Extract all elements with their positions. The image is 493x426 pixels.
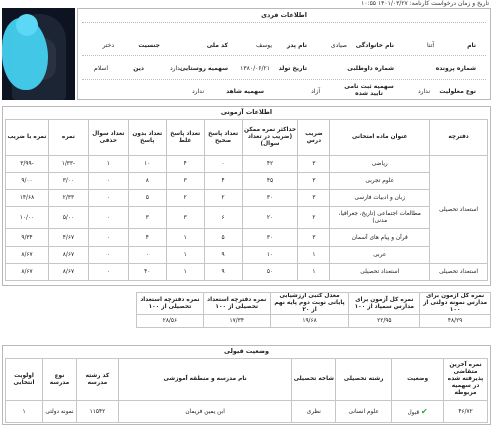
coef-cell: ۲ [298, 207, 330, 229]
score-cell: ۸/۶۷ [48, 264, 88, 281]
registered-quota-label: سهمیه ثبت نامی تایید شده [344, 83, 394, 97]
field-cell: علوم انسانی [336, 401, 392, 423]
booklet-talent: استعداد تحصیلی [430, 156, 488, 264]
booklet-talent-2: استعداد تحصیلی [430, 264, 488, 281]
weighted-cell: ۸/۶۷ [6, 264, 49, 281]
table-row [6, 207, 488, 229]
max-cell: ۵۰ [242, 264, 298, 281]
summary-header: نمره دفترچه استعداد تحصیلی از ۱۰۰ [203, 293, 270, 315]
weighted-cell: -۳/۹۹ [6, 156, 49, 173]
col-code: کد رشته مدرسه [76, 359, 118, 401]
col-blank: تعداد بدون پاسخ [128, 120, 166, 156]
table-row [6, 173, 488, 190]
weighted-cell: ۹/۳۴ [6, 229, 49, 247]
summary-table [136, 292, 491, 328]
col-deleted: تعداد سوال حذفی [88, 120, 128, 156]
score-cell: ۴/۶۷ [48, 229, 88, 247]
registered-quota-value: آزاد [311, 88, 320, 95]
subject-cell: زبان و ادبیات فارسی [330, 190, 430, 207]
col-weighted: نمره با ضریب [6, 120, 49, 156]
coef-cell: ۳ [298, 229, 330, 247]
wrong-cell: ۳ [166, 173, 204, 190]
blank-cell: ۴۰ [128, 264, 166, 281]
col-priority: اولویت انتخابی [6, 359, 43, 401]
blank-cell: ۱۰ [128, 156, 166, 173]
score-cell: ۲/۳۳ [48, 190, 88, 207]
national-label: کد ملی [206, 42, 228, 49]
deleted-cell: ۰ [88, 264, 128, 281]
col-type: نوع مدرسه [43, 359, 77, 401]
type-cell: نمونه دولتی [43, 401, 77, 423]
table-row [6, 401, 488, 423]
summary-header: نمره کل آزمون برای مدارس سمپاد از ۱۰۰ [349, 293, 420, 315]
correct-cell: ۹ [204, 264, 242, 281]
name-value: آتنا [427, 42, 434, 49]
deleted-cell: ۰ [88, 247, 128, 264]
max-cell: ۳۰ [242, 229, 298, 247]
school-cell: ابن یمین فریمان [118, 401, 291, 423]
coef-cell: ۳ [298, 173, 330, 190]
correct-cell: ۲ [204, 190, 242, 207]
table-row [6, 264, 488, 281]
wrong-cell: ۴ [166, 156, 204, 173]
correct-cell: ۹ [204, 247, 242, 264]
wrong-cell: ۱ [166, 229, 204, 247]
weighted-cell: ۹/۰۰ [6, 173, 49, 190]
table-row [6, 156, 488, 173]
col-last-score: نمره آخرین متقاضی پذیرفته شده در سهمیه مربوطه [444, 359, 488, 401]
col-wrong: تعداد پاسخ غلط [166, 120, 204, 156]
deleted-cell: ۰ [88, 229, 128, 247]
birthdate-label: تاریخ تولد [278, 65, 307, 72]
disability-label: نوع معلولیت [439, 88, 476, 95]
acceptance-title: وضعیت قبولی [223, 347, 270, 355]
request-datetime: تاریخ و زمان درخواست کارنامه: ۱۴۰۱/۰۳/۲۷ ۱۰:۵۵ [361, 0, 489, 7]
check-icon: ✔ [421, 407, 428, 416]
wrong-cell: ۳ [166, 207, 204, 229]
col-status: وضعیت [392, 359, 444, 401]
subject-cell: استعداد تحصیلی [330, 264, 430, 281]
disability-value: ندارد [417, 88, 430, 95]
status-text: قبول [407, 410, 420, 416]
blank-cell: ۴ [128, 229, 166, 247]
personal-info-title: اطلاعات فردی [261, 11, 307, 19]
coef-cell: ۳ [298, 190, 330, 207]
martyr-quota-value: ندارد [191, 88, 204, 95]
father-value: یوسف [255, 42, 272, 49]
correct-cell: ۴ [204, 173, 242, 190]
rural-quota-label: سهمیه روستایی [179, 65, 228, 72]
correct-cell: ۶ [204, 207, 242, 229]
col-coef: ضریب درس [298, 120, 330, 156]
deleted-cell: ۰ [88, 173, 128, 190]
score-cell: ۳/۰۰ [48, 173, 88, 190]
code-cell: ۱۱۵۴۲ [76, 401, 118, 423]
father-label: نام پدر [286, 42, 307, 49]
status-cell [392, 401, 444, 423]
volunteer-number-label: شماره داوطلبی [347, 65, 394, 72]
gender-value: دختر [102, 42, 114, 49]
exam-info-panel [2, 106, 491, 286]
score-cell: ۵/۰۰ [48, 207, 88, 229]
max-cell: ۱۰ [242, 247, 298, 264]
subject-cell: علوم تجربی [330, 173, 430, 190]
max-cell: ۲۰ [242, 207, 298, 229]
wrong-cell: ۱ [166, 264, 204, 281]
table-row [6, 190, 488, 207]
acceptance-panel [2, 345, 491, 425]
last-score-cell: ۴۶/۷۲ [444, 401, 488, 423]
blank-cell: ۳ [128, 207, 166, 229]
coef-cell: ۱ [298, 264, 330, 281]
max-cell: ۴۵ [242, 173, 298, 190]
weighted-cell: ۱۰/۰۰ [6, 207, 49, 229]
family-value: صیادی [330, 42, 347, 49]
coef-cell: ۱ [298, 247, 330, 264]
deleted-cell: ۱ [88, 156, 128, 173]
score-cell: ۸/۶۷ [48, 247, 88, 264]
max-cell: ۳۰ [242, 190, 298, 207]
blank-cell: ۸ [128, 173, 166, 190]
summary-value: ۱۷/۳۴ [203, 315, 270, 328]
correct-cell: ۰ [204, 156, 242, 173]
blank-cell: ۵ [128, 190, 166, 207]
rural-quota-value: ندارد [169, 65, 182, 72]
wrong-cell: ۱ [166, 247, 204, 264]
birthdate-value: ۱۳۸۰/۰۶/۲۱ [240, 65, 270, 72]
summary-header: معدل کتبی ارزشیابی پایانی نوبت دوم پایه نهم از ۲۰ [270, 293, 349, 315]
summary-value: ۱۹/۶۸ [270, 315, 349, 328]
weighted-cell: ۸/۶۷ [6, 247, 49, 264]
summary-value: ۴۸/۲۹ [420, 315, 491, 328]
summary-header: نمره دفترچه استعداد تحصیلی از ۱۰۰ [137, 293, 204, 315]
file-number-label: شماره پرونده [435, 65, 476, 72]
family-label: نام خانوادگی [355, 42, 394, 49]
martyr-quota-label: سهمیه شاهد [226, 88, 264, 95]
gender-label: جنسیت [138, 42, 160, 49]
religion-value: اسلام [94, 65, 108, 72]
priority-cell: ۱ [6, 401, 43, 423]
deleted-cell: ۰ [88, 207, 128, 229]
blank-cell: ۰ [128, 247, 166, 264]
acceptance-table [5, 358, 488, 423]
subject-cell: قرآن و پیام های آسمان [330, 229, 430, 247]
weighted-cell: ۱۴/۶۸ [6, 190, 49, 207]
col-subject: عنوان ماده امتحانی [330, 120, 430, 156]
col-correct: تعداد پاسخ صحیح [204, 120, 242, 156]
col-field: رشته تحصیلی [336, 359, 392, 401]
col-score: نمره [48, 120, 88, 156]
col-school: نام مدرسه و منطقه آموزشی [118, 359, 291, 401]
student-photo [2, 8, 75, 100]
coef-cell: ۳ [298, 156, 330, 173]
correct-cell: ۵ [204, 229, 242, 247]
summary-value: ۲۸/۵۶ [137, 315, 204, 328]
branch-cell: نظری [292, 401, 336, 423]
personal-info-panel [77, 8, 491, 100]
religion-label: دین [133, 65, 144, 72]
name-label: نام [467, 42, 476, 49]
exam-info-title: اطلاعات آزمونی [220, 108, 273, 116]
exam-table [5, 119, 488, 281]
subject-cell: ریاضی [330, 156, 430, 173]
col-max: حداکثر نمره ممکن (ضریب در تعداد سوال) [242, 120, 298, 156]
wrong-cell: ۲ [166, 190, 204, 207]
subject-cell: عربی [330, 247, 430, 264]
subject-cell: مطالعات اجتماعی (تاریخ، جغرافیا، مدنی) [330, 207, 430, 229]
table-row [6, 229, 488, 247]
summary-header: نمره کل آزمون برای مدارس نمونه دولتی از ۱۰۰ [420, 293, 491, 315]
score-cell: -۱/۳۳ [48, 156, 88, 173]
deleted-cell: ۰ [88, 190, 128, 207]
max-cell: ۴۲ [242, 156, 298, 173]
col-branch: شاخه تحصیلی [292, 359, 336, 401]
summary-value: ۲۲/۹۵ [349, 315, 420, 328]
col-booklet: دفترچه [430, 120, 488, 156]
table-row [6, 247, 488, 264]
